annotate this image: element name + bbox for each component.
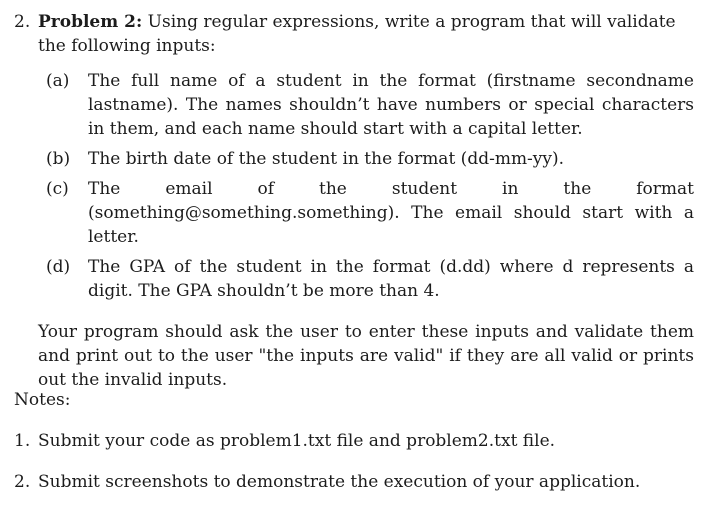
requirement-label: (c) [46,179,69,199]
notes-heading: Notes: [14,390,71,410]
note-text: Submit your code as problem1.txt file and problem2.txt file. [38,431,556,451]
requirement-label: (d) [46,257,71,277]
problem-2 [14,10,694,392]
requirement-label: (a) [46,71,70,91]
problem-number: 2. [14,12,31,32]
requirement-item-a [46,69,694,141]
problem-body [38,10,694,392]
requirement-text: The email of the student in the format (something@something.something). The email should start with a letter. [88,179,694,247]
notes-list [14,429,704,511]
problem-statement [38,10,694,58]
note-item-1 [14,429,704,453]
requirement-label: (b) [46,149,71,169]
requirement-text: The GPA of the student in the format (d.dd) where d represents a digit. The GPA shouldn’t be more than 4. [88,257,694,301]
note-item-2 [14,470,704,494]
requirement-text: The full name of a student in the format (firstname secondname lastname). The names shouldn’t have numbers or special characters in them, and each name should start with a capital letter. [88,71,694,139]
requirement-text: The birth date of the student in the format (dd-mm-yy). [88,149,565,169]
requirement-item-d [46,255,694,303]
note-text: Submit screenshots to demonstrate the execution of your application. [38,472,641,492]
requirement-item-b [46,147,694,171]
note-number: 2. [14,472,31,492]
problem-intro: Using regular expressions, write a program that will validate the following inputs: [38,12,676,56]
note-number: 1. [14,431,31,451]
problem-title: Problem 2: [38,12,143,32]
requirement-item-c [46,177,694,249]
problem-footer: Your program should ask the user to enter these inputs and validate them and print out to the user "the inputs are valid" if they are all valid or prints out the invalid inputs. [38,322,694,390]
requirement-list [46,69,694,303]
